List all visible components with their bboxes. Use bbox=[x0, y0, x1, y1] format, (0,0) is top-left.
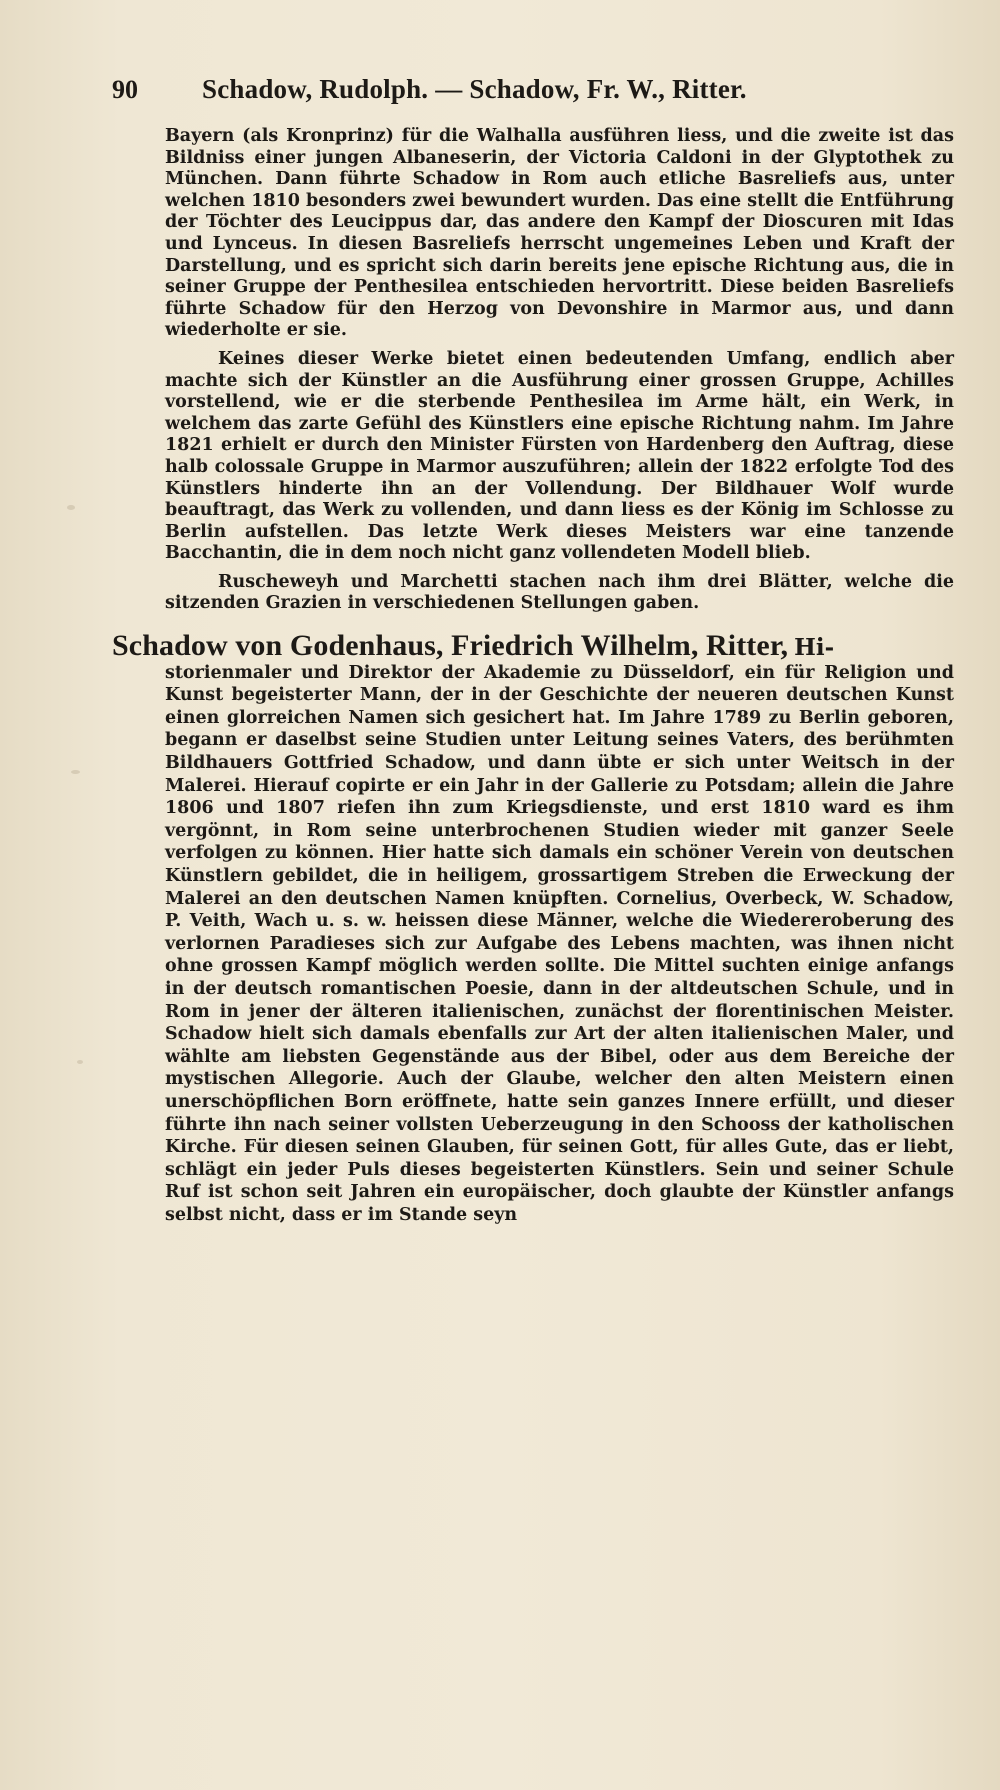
paragraph: Keines dieser Werke bietet einen bedeutenden Umfang, endlich aber machte sich der Künstler an die Ausführung einer grossen Gruppe, Achilles vorstellend, wie er die sterbende Penthesilea im Arme hält, ein Werk, in welchem das zarte Gefühl des Künstlers eine epische Richtung nahm. Im Jahre 1821 erhielt er durch den Minister Fürsten von Hardenberg den Auftrag, diese halb colossale Gruppe in Marmor auszuführen; allein der 1822 erfolgte Tod des Künstlers hinderte ihn an der Vollendung. Der Bildhauer Wolf wurde beauftragt, das Werk zu vollenden, und dann liess es der König im Schlosse zu Berlin aufstellen. Das letzte Werk dieses Meisters war eine tanzende Bacchantin, die in dem noch nicht ganz vollendeten Modell blieb. bbox=[165, 348, 954, 564]
page-number: 90 bbox=[112, 75, 138, 104]
paragraph: Bayern (als Kronprinz) für die Walhalla ausführen liess, und die zweite ist das Bildniss einer jungen Albaneserin, der Victoria Caldoni in der Glyptothek zu München. Dann führte Schadow in Rom auch etliche Basreliefs aus, unter welchen 1810 besonders zwei bewundert wurden. Das eine stellt die Entführung der Töchter des Leucippus dar, das andere den Kampf der Dioscuren mit Idas und Lynceus. In diesen Basreliefs herrscht ungemeines Leben und Kraft der Darstellung, und es spricht sich darin bereits jene epische Richtung aus, die in seiner Gruppe der Penthesilea entschieden hervortritt. Diese beiden Basreliefs führte Schadow für den Herzog von Devonshire in Marmor aus, und dann wiederholte er sie. bbox=[165, 126, 954, 341]
page-header bbox=[112, 74, 892, 108]
biography-entry bbox=[112, 631, 954, 1226]
paper-stain bbox=[67, 505, 75, 510]
page-content bbox=[112, 126, 954, 1227]
entry-paragraph bbox=[112, 631, 954, 1226]
paragraph: Ruscheweyh und Marchetti stachen nach ihm drei Blätter, welche die sitzenden Grazien in verschiedenen Stellungen gaben. bbox=[165, 571, 954, 614]
continued-entry bbox=[165, 126, 954, 615]
paper-stain bbox=[77, 1060, 83, 1064]
entry-heading: Schadow von Godenhaus, Friedrich Wilhelm, Ritter, bbox=[112, 629, 789, 663]
entry-body: storienmaler und Direktor der Akademie zu Düsseldorf, ein für Religion und Kunst begeisterter Mann, der in der Geschichte der neueren deutschen Kunst einen glorreichen Namen sich gesichert hat. Im Jahre 1789 zu Berlin geboren, begann er daselbst seine Studien unter Leitung seines Vaters, des berühmten Bildhauers Gottfried Schadow, und dann übte er sich unter Weitsch in der Malerei. Hierauf copirte er ein Jahr in der Gallerie zu Potsdam; allein die Jahre 1806 und 1807 riefen ihn zum Kriegsdienste, und erst 1810 ward es ihm vergönnt, in Rom seine unterbrochenen Studien wieder mit ganzer Seele verfolgen zu können. Hier hatte sich damals ein schöner Verein von deutschen Künstlern gebildet, die in heiligem, grossartigem Streben die Erweckung der Malerei an den deutschen Namen knüpften. Cornelius, Overbeck, W. Schadow, P. Veith, Wach u. s. w. heissen diese Männer, welche die Wiedereroberung des verlornen Paradieses sich zur Aufgabe des Lebens machten, was ihnen nicht ohne grossen Kampf möglich werden sollte. Die Mittel suchten einige anfangs in der deutsch romantischen Poesie, dann in der altdeutschen Schule, und in Rom in jener der älteren italienischen, zunächst der florentinischen Meister. Schadow hielt sich damals ebenfalls zur Art der alten italienischen Maler, und wählte am liebsten Gegenstände aus der Bibel, oder aus dem Bereiche der mystischen Allegorie. Auch der Glaube, welcher den alten Meistern einen unerschöpflichen Born eröffnete, hatte sein ganzes Innere erfüllt, und dieser führte ihn nach seiner vollsten Ueberzeugung in den Schooss der katholischen Kirche. Für diesen seinen Glauben, für seinen Gott, für alles Gute, das er liebt, schlägt ein jeder Puls dieses begeisterten Künstlers. Sein und seiner Schule Ruf ist schon seit Jahren ein europäischer, doch glaubte der Künstler anfangs selbst nicht, dass er im Stande seyn bbox=[165, 662, 954, 1225]
running-head: Schadow, Rudolph. — Schadow, Fr. W., Ritter. bbox=[202, 74, 747, 104]
entry-subtitle: Hi- bbox=[794, 634, 835, 662]
paper-stain bbox=[71, 770, 80, 774]
